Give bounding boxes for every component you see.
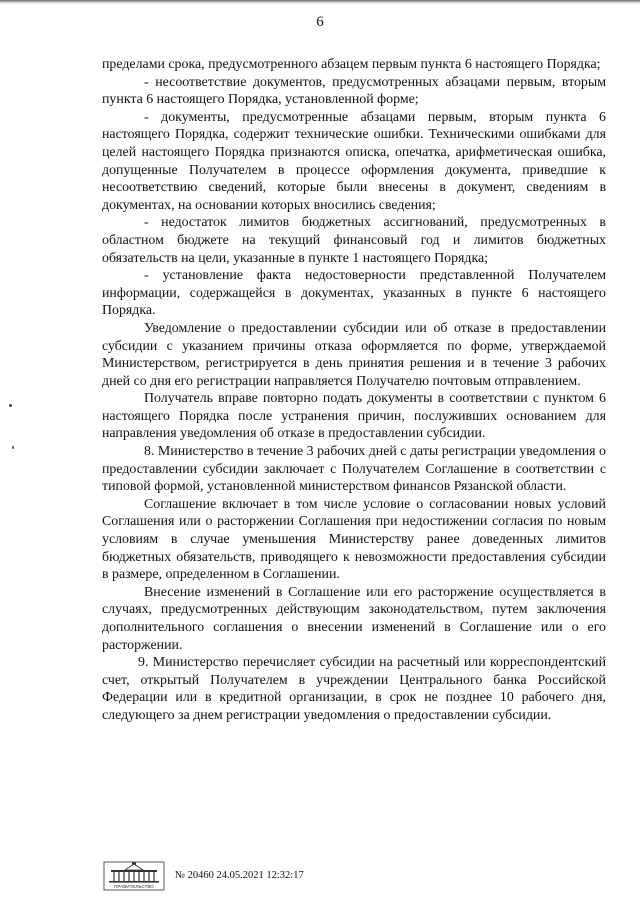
government-building-seal-icon [103,861,165,891]
paragraph-7: Получатель вправе повторно подать документы в соответствии с пунктом 6 настоящего Порядка после устранения причин, послуживших основанием для направления уведомления об отказе в предоставлении субсидии. [102,391,606,442]
scan-speck [12,446,14,449]
document-body [102,56,606,725]
paragraph-5: - установление факта недостоверности представленной Получателем информации, содержащейся в документах, указанных в пункте 6 настоящего Порядка. [102,268,606,319]
paragraph-11: 9. Министерство перечисляет субсидии на расчетный или корреспондентский счет, открытый Получателем в учреждении Центрального банка Российской Федерации или в кредитной организации, в срок не позднее 10 рабочего дня, следующего за днем регистрации уведомления о предоставлении субсидии. [102,655,606,723]
registration-stamp [103,858,304,894]
scan-speck [9,404,12,407]
paragraph-9: Соглашение включает в том числе условие о согласовании новых условий Соглашения или о расторжении Соглашения при недостижении согласия по новым условиям в случае уменьшения Министерству ранее доведенных лимитов бюджетных обязательств, приводящего к невозможности предоставления субсидии в размере, определенном в Соглашении. [102,496,606,583]
seal-caption: ПРАВИТЕЛЬСТВО [114,884,154,889]
paragraph-4: - недостаток лимитов бюджетных ассигнований, предусмотренных в областном бюджете на текущий финансовый год и лимитов бюджетных обязательств на цели, указанные в пункте 1 настоящего Порядка; [102,215,606,266]
page-number: 6 [316,14,324,30]
paragraph-2: - несоответствие документов, предусмотренных абзацами первым, вторым пункта 6 настоящего Порядка, установленной форме; [102,74,606,108]
paragraph-1: пределами срока, предусмотренного абзацем первым пункта 6 настоящего Порядка; [102,57,601,72]
scan-edge [0,0,640,4]
paragraph-10: Внесение изменений в Соглашение или его расторжение осуществляется в случаях, предусмотренных действующим законодательством, путем заключения дополнительного соглашения о внесении изменений в Соглашение или о его расторжении. [102,584,606,653]
paragraph-3: - документы, предусмотренные абзацами первым, вторым пункта 6 настоящего Порядка, содержит технические ошибки. Техническими ошибками для целей настоящего Порядка признаются описка, опечатка, арифметическая ошибка, допущенные Получателем в процессе оформления документа, приведшие к несоответствию сведений, которые были внесены в документ, сведениям в документах, на основании которых вносились сведения; [102,109,606,213]
paragraph-8: 8. Министерство в течение 3 рабочих дней с даты регистрации уведомления о предоставлении субсидии заключает с Получателем Соглашение в соответствии с типовой формой, установленной министерством финансов Рязанской области. [102,444,606,495]
document-stamp-text: № 20460 24.05.2021 12:32:17 [175,870,304,881]
paragraph-6: Уведомление о предоставлении субсидии или об отказе в предоставлении субсидии с указанием причины отказа оформляется по форме, утверждаемой Министерством, регистрируется в день принятия решения и в течение 3 рабочих дней со дня его регистрации направляется Получателю почтовым отправлением. [102,320,606,389]
